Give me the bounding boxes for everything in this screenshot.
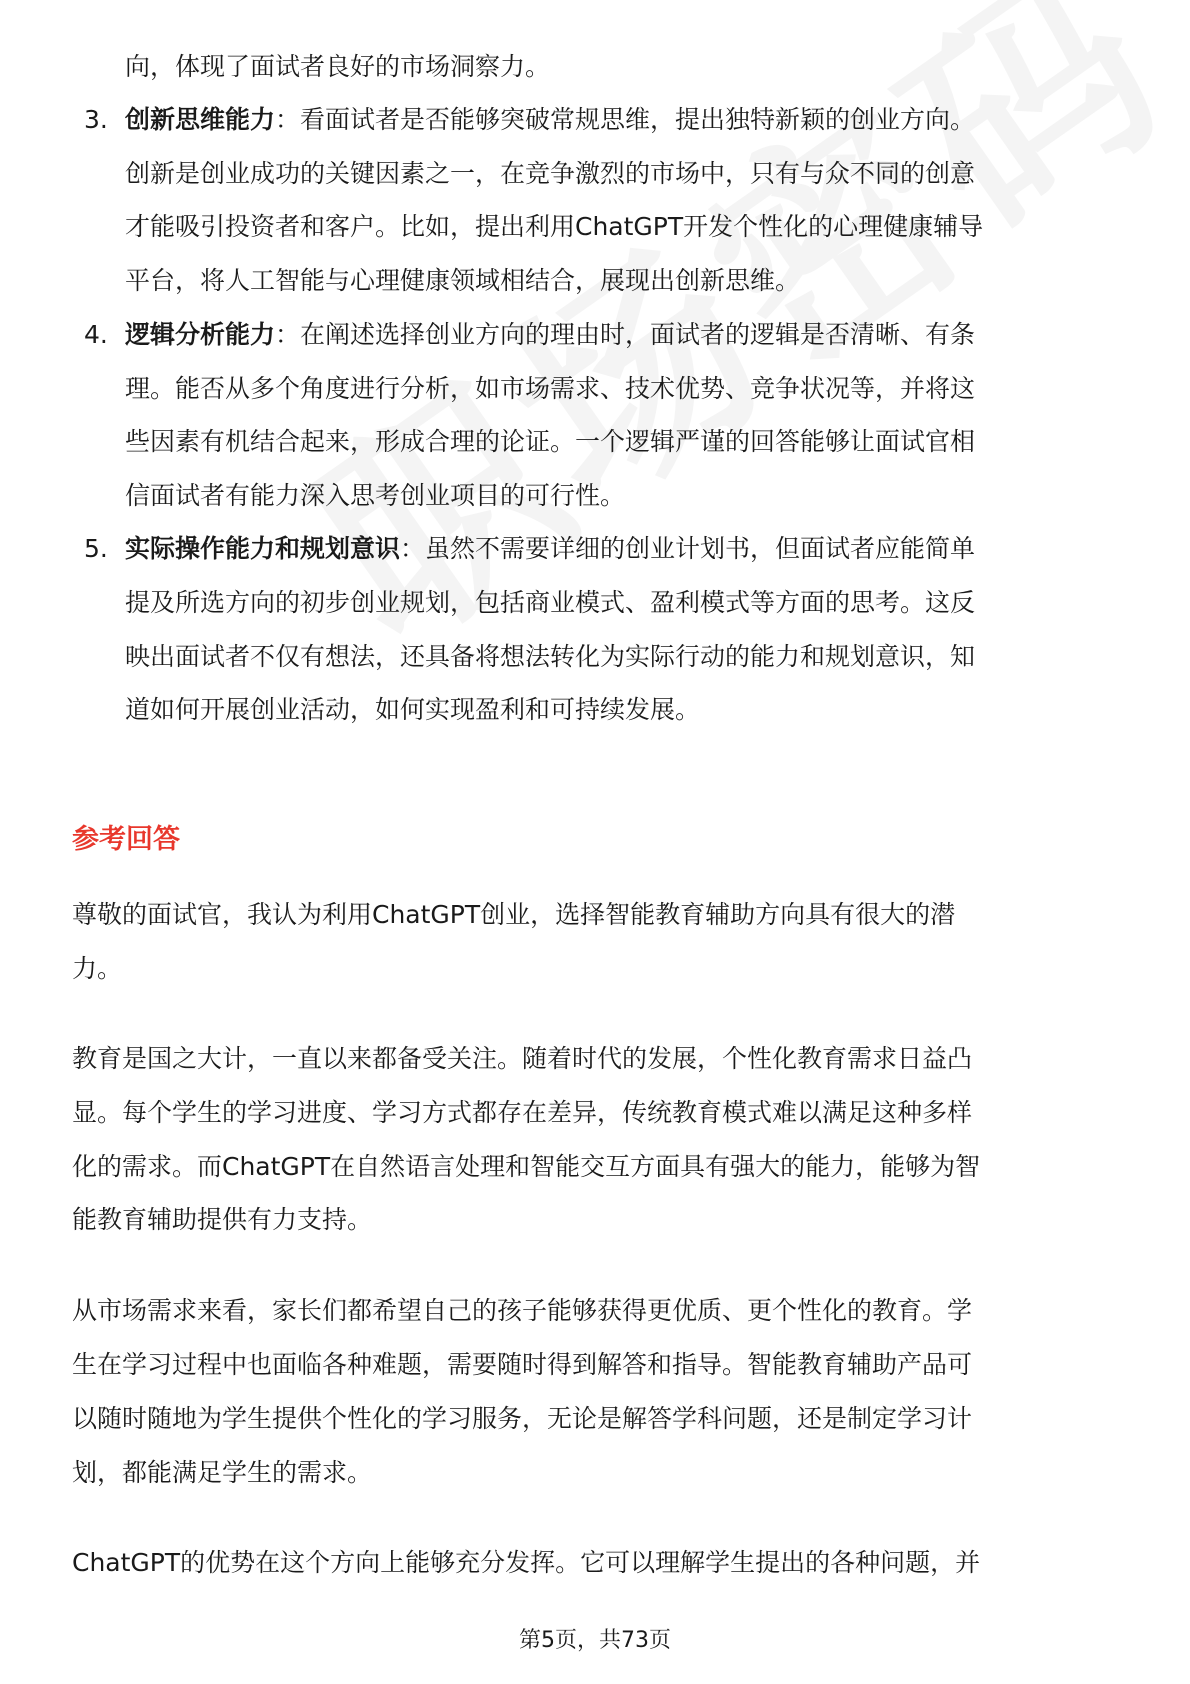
paragraph-line: ChatGPT的优势在这个方向上能够充分发挥。它可以理解学生提出的各种问题，并 bbox=[72, 1548, 981, 1577]
list-item-line: 才能吸引投资者和客户。比如，提出利用ChatGPT开发个性化的心理健康辅导 bbox=[125, 212, 984, 241]
paragraph-line: 化的需求。而ChatGPT在自然语言处理和智能交互方面具有强大的能力，能够为智 bbox=[72, 1152, 981, 1181]
list-item-line: 道如何开展创业活动，如何实现盈利和可持续发展。 bbox=[125, 695, 701, 724]
paragraph-line: 生在学习过程中也面临各种难题，需要随时得到解答和指导。智能教育辅助产品可 bbox=[72, 1350, 973, 1379]
list-term: 创新思维能力 bbox=[125, 105, 276, 134]
list-text: ：看面试者是否能够突破常规思维，提出独特新颖的创业方向。 bbox=[275, 105, 976, 134]
list-term: 实际操作能力和规划意识 bbox=[125, 534, 401, 563]
list-continuation: 向，体现了面试者良好的市场洞察力。 bbox=[125, 52, 551, 81]
list-item-line: 提及所选方向的初步创业规划，包括商业模式、盈利模式等方面的思考。这反 bbox=[125, 588, 976, 617]
list-term: 逻辑分析能力 bbox=[125, 320, 276, 349]
paragraph-line: 能教育辅助提供有力支持。 bbox=[72, 1205, 373, 1234]
list-item-line: 信面试者有能力深入思考创业项目的可行性。 bbox=[125, 481, 626, 510]
list-item-line: 些因素有机结合起来，形成合理的论证。一个逻辑严谨的回答能够让面试官相 bbox=[125, 427, 976, 456]
list-number: 3. bbox=[84, 105, 108, 134]
list-text: ：在阐述选择创业方向的理由时，面试者的逻辑是否清晰、有条 bbox=[275, 320, 976, 349]
paragraph-line: 显。每个学生的学习进度、学习方式都存在差异，传统教育模式难以满足这种多样 bbox=[72, 1098, 973, 1127]
page-number: 第5页，共73页 bbox=[519, 1628, 671, 1653]
paragraph-line: 力。 bbox=[72, 954, 123, 983]
list-item-line: 映出面试者不仅有想法，还具备将想法转化为实际行动的能力和规划意识，知 bbox=[125, 642, 976, 671]
paragraph-line: 教育是国之大计，一直以来都备受关注。随着时代的发展，个性化教育需求日益凸 bbox=[72, 1044, 973, 1073]
paragraph-line: 以随时随地为学生提供个性化的学习服务，无论是解答学科问题，还是制定学习计 bbox=[72, 1404, 973, 1433]
paragraph-line: 从市场需求来看，家长们都希望自己的孩子能够获得更优质、更个性化的教育。学 bbox=[72, 1296, 973, 1325]
list-item-line bbox=[125, 532, 975, 566]
list-item-line: 平台，将人工智能与心理健康领域相结合，展现出创新思维。 bbox=[125, 266, 801, 295]
list-item-line: 创新是创业成功的关键因素之一，在竞争激烈的市场中，只有与众不同的创意 bbox=[125, 159, 976, 188]
list-item-line bbox=[125, 318, 975, 352]
list-text: ：虽然不需要详细的创业计划书，但面试者应能简单 bbox=[400, 534, 976, 563]
list-item-line: 理。能否从多个角度进行分析，如市场需求、技术优势、竞争状况等，并将这 bbox=[125, 374, 976, 403]
list-number: 5. bbox=[84, 534, 108, 563]
paragraph-line: 划，都能满足学生的需求。 bbox=[72, 1458, 373, 1487]
paragraph-line: 尊敬的面试官，我认为利用ChatGPT创业，选择智能教育辅助方向具有很大的潜 bbox=[72, 900, 956, 929]
list-item-line bbox=[125, 103, 975, 137]
section-title: 参考回答 bbox=[72, 824, 180, 855]
list-number: 4. bbox=[84, 320, 108, 349]
